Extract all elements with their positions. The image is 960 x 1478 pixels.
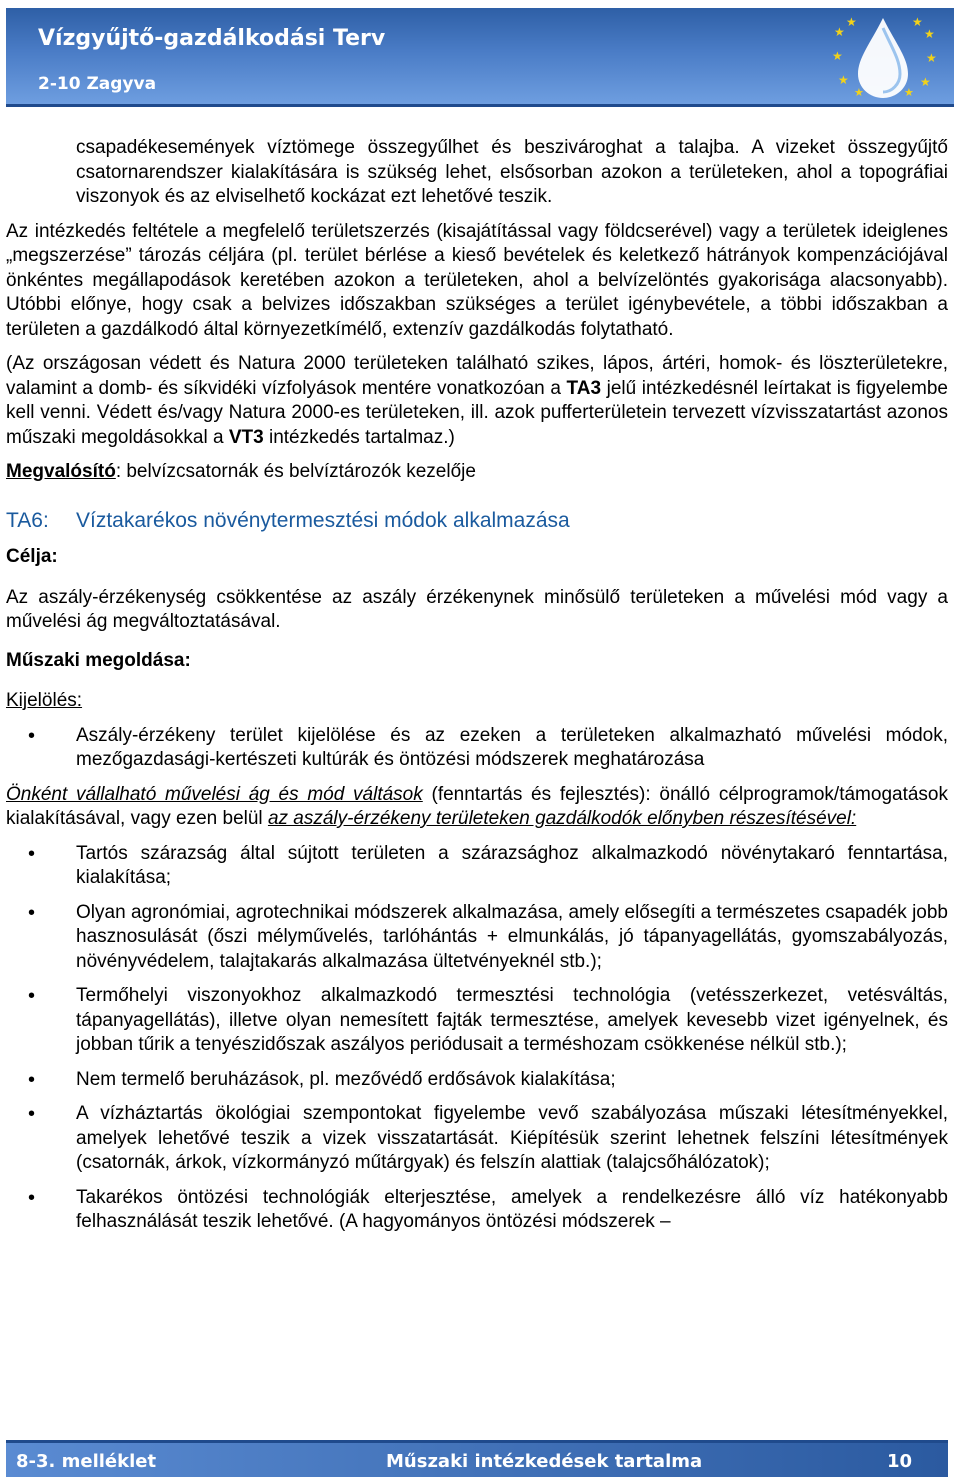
eu-water-drop-logo-icon	[826, 14, 940, 100]
list-item: • Olyan agronómiai, agrotechnikai módszerek alkalmazása, amely elősegíti a természetes csapadék jobb hasznosulását (őszi mélyművelés, tarlóhántás + elmunkálás, jó tápanyagellátás, gyomszabályozás, növényvédelem, talajtakarás alkalmazása ültetvényeknél stb.);	[28, 901, 948, 972]
page-footer	[6, 1440, 948, 1477]
page-header	[6, 8, 954, 107]
list-item: • Aszály-érzékeny terület kijelölése és az ezeken a területeken alkalmazható művelési módok, mezőgazdasági-kertészeti kultúrák és öntözési módszerek meghatározása	[28, 724, 948, 770]
list-item: • Takarékos öntözési technológiák elterjesztése, amelyek a rendelkezésre álló víz hatékonyabb felhasználását teszik lehetővé. (A hagyományos öntözési módszerek –	[28, 1186, 948, 1232]
list-item: • Nem termelő beruházások, pl. mezővédő erdősávok kialakítása;	[28, 1068, 616, 1091]
designation-list	[6, 724, 948, 773]
paragraph-2: Az intézkedés feltétele a megfelelő területszerzés (kisajátítással vagy földcserével) vagy a területek ideiglenes „megszerzése” tározás céljára (pl. terület bérlése a kieső bevételek és keletkező hátrányok kompenzációjával önkéntes megállapodások keretében azokon a területeken, ahol a belvízelöntés gyakorisága alacsonyabb). Utóbbi előnye, hogy csak a belvizes időszakban szükséges a terület igénybevétele, a többi időszakban a területen a gazdálkodó által környezetkímélő, extenzív gazdálkodás folytatható.	[6, 220, 948, 340]
header-subtitle: 2-10 Zagyva	[38, 74, 157, 94]
voluntary-paragraph: Önként vállalható művelési ág és mód váltások (fenntartás és fejlesztés): önálló célprogramok/támogatások kialakításával, vagy ezen belül az aszály-érzékeny területeken gazdálkodók előnyben részesítésével:	[6, 783, 948, 829]
list-item: • Tartós szárazság által sújtott területen a szárazsághoz alkalmazkodó növénytakaró fenntartása, kialakítása;	[28, 842, 948, 888]
svg-text:★: ★	[926, 51, 937, 65]
list-item: • A vízháztartás ökológiai szempontokat figyelembe vevő szabályozása műszaki létesítményekkel, amelyek lehetővé teszik a vizek visszatartását. Kiépítésük szerint lehetnek felszíni létesítmények (csatornák, árkok, vízkormányzó műtárgyak) és felszín alattiak (talajcsőhálózatok);	[28, 1103, 948, 1173]
svg-text:★: ★	[920, 75, 931, 89]
svg-text:★: ★	[834, 25, 845, 39]
paragraph-1: csapadékesemények víztömege összegyűlhet és beszivároghat a talajba. A vizeket összegyűjtő csatornarendszer kialakítására is szükség lehet, elsősorban azokon a területeken, ahol a topográfiai viszonyok és az elviselhető kockázat ezt lehetővé teszik.	[76, 137, 948, 207]
svg-text:★: ★	[854, 87, 864, 99]
svg-text:★: ★	[912, 15, 923, 29]
page-number: 10	[886, 1451, 912, 1472]
svg-text:★: ★	[846, 15, 857, 29]
implementer-label: Megvalósító	[6, 461, 116, 482]
section-heading-ta6	[6, 509, 948, 534]
svg-text:★: ★	[924, 27, 935, 41]
section-title: Víztakarékos növénytermesztési módok alkalmazása	[76, 508, 570, 532]
ref-ta3: TA3	[566, 377, 602, 399]
implementer-line: Megvalósító: belvízcsatornák és belvíztározók kezelője	[6, 461, 476, 482]
technical-solution-label: Műszaki megoldása:	[6, 649, 191, 671]
header-title: Vízgyűjtő-gazdálkodási Terv	[38, 26, 386, 51]
section-code: TA6:	[6, 508, 49, 532]
measures-list	[6, 842, 948, 1235]
paragraph-goal: Az aszály-érzékenység csökkentése az aszály érzékenynek minősülő területeken a művelési mód vagy a művelési ág megváltoztatásával.	[6, 586, 948, 632]
ref-vt3: VT3	[228, 426, 264, 448]
document-body	[6, 136, 948, 1245]
designation-label: Kijelölés:	[6, 690, 83, 711]
svg-text:★: ★	[904, 87, 914, 99]
paragraph-3: (Az országosan védett és Natura 2000 területeken található szikes, lápos, ártéri, homok- és löszterületekre, valamint a domb- és síkvidéki vízfolyások mentére vonatkozóan a TA3 jelű intézkedésnél leírtakat is figyelembe kell venni. Védett és/vagy Natura 2000-es területeken, ill. azok pufferterületein tervezett vízvisszatartást azonos műszaki megoldásokkal a VT3 intézkedés tartalmaz.)	[6, 353, 948, 448]
footer-section-title: Műszaki intézkedések tartalma	[386, 1451, 703, 1472]
list-item: • Termőhelyi viszonyokhoz alkalmazkodó termesztési technológia (vetésszerkezet, vetésváltás, tápanyagellátás), illetve olyan nemesített fajták termesztése, amelyek kevesebb vizet igényelnek, és jobban tűrik a tenyészidőszak aszályos periódusait a terméshozam csökkenése nélkül stb.);	[28, 985, 948, 1055]
goal-label: Célja:	[6, 546, 58, 567]
svg-text:★: ★	[832, 49, 843, 63]
svg-text:★: ★	[838, 73, 849, 87]
footer-appendix: 8-3. melléklet	[16, 1451, 157, 1472]
